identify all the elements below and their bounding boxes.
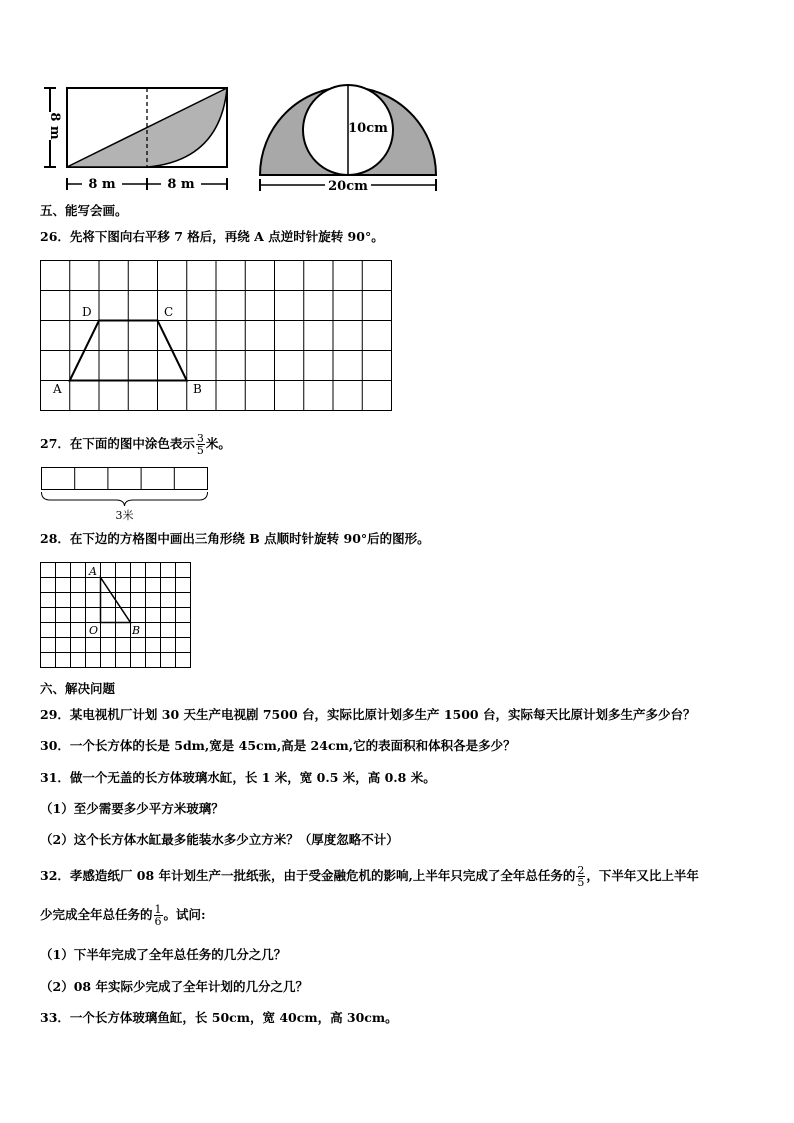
question-31-sub2: （2）这个长方体水缸最多能装水多少立方米？（厚度忽略不计）: [40, 832, 399, 847]
question-32-sub2: （2）08 年实际少完成了全年计划的几分之几？: [40, 979, 308, 994]
section6-heading: 六、解决问题: [40, 681, 116, 696]
question-27: [40, 428, 231, 460]
question-32-line1: [40, 860, 699, 892]
brace-shape: [42, 492, 208, 506]
circle-diameter-label: 10cm: [348, 121, 388, 136]
q32-fraction-1: [576, 865, 585, 888]
q27-text-before: 27．在下面的图中涂色表示: [40, 436, 195, 451]
question-31: 31．做一个无盖的长方体玻璃水缸，长 1 米，宽 0.5 米，高 0.8 米。: [40, 770, 436, 785]
question-31-sub1: （1）至少需要多少平方米玻璃？: [40, 801, 224, 816]
question-30: 30．一个长方体的长是 5dm,宽是 45cm,高是 24cm,它的表面积和体积各是多少？: [40, 738, 516, 753]
q27-bar-diagram: [38, 465, 213, 523]
point-o-label: O: [89, 624, 99, 637]
q26-grid: [38, 258, 398, 413]
point-c-label: C: [164, 305, 174, 319]
point-b-label: B: [132, 624, 141, 637]
point-a-label: A: [53, 382, 62, 396]
section5-heading: 五、能写会画。: [40, 203, 128, 218]
q32-line2-after: 。试问:: [163, 907, 206, 922]
q28-grid: [38, 560, 196, 672]
q32-frac1-num: 2: [577, 864, 585, 877]
point-a-label: A: [89, 565, 97, 578]
rectangle-figure: [40, 80, 240, 195]
rect-height-label: 8 m: [47, 112, 62, 140]
question-26: 26．先将下图向右平移 7 格后，再绕 A 点逆时针旋转 90°。: [40, 229, 384, 244]
q32-line1-after: ，下半年又比上半年: [586, 868, 699, 883]
rect-width-left-label: 8 m: [88, 177, 116, 192]
point-d-label: D: [82, 305, 92, 319]
q27-frac-den: 5: [196, 444, 204, 457]
brace-label: 3米: [115, 509, 134, 522]
point-b-label: B: [193, 382, 202, 396]
q32-line1-before: 32．孝感造纸厂 08 年计划生产一批纸张，由于受金融危机的影响,上半年只完成了全年总任务的: [40, 868, 576, 883]
question-28: 28．在下边的方格图中画出三角形绕 B 点顺时针旋转 90°后的图形。: [40, 531, 430, 546]
q32-frac2-num: 1: [154, 903, 162, 916]
question-32-sub1: （1）下半年完成了全年总任务的几分之几？: [40, 947, 287, 962]
rect-width-right-label: 8 m: [167, 177, 195, 192]
question-33: 33．一个长方体玻璃鱼缸，长 50cm，宽 40cm，高 30cm。: [40, 1010, 398, 1025]
question-29: 29．某电视机厂计划 30 天生产电视剧 7500 台，实际比原计划多生产 1500 台，实际每天比原计划多生产多少台？: [40, 707, 696, 722]
question-32-line2: [40, 899, 206, 931]
q27-fraction: [196, 433, 205, 456]
semicircle-figure: [250, 80, 445, 195]
q32-frac2-den: 6: [154, 915, 162, 928]
q27-frac-num: 3: [196, 432, 204, 445]
q32-frac1-den: 5: [577, 876, 585, 889]
q32-fraction-2: [154, 904, 163, 927]
semicircle-base-label: 20cm: [328, 179, 368, 194]
q27-text-after: 米。: [205, 436, 231, 451]
q32-line2-before: 少完成全年总任务的: [40, 907, 153, 922]
